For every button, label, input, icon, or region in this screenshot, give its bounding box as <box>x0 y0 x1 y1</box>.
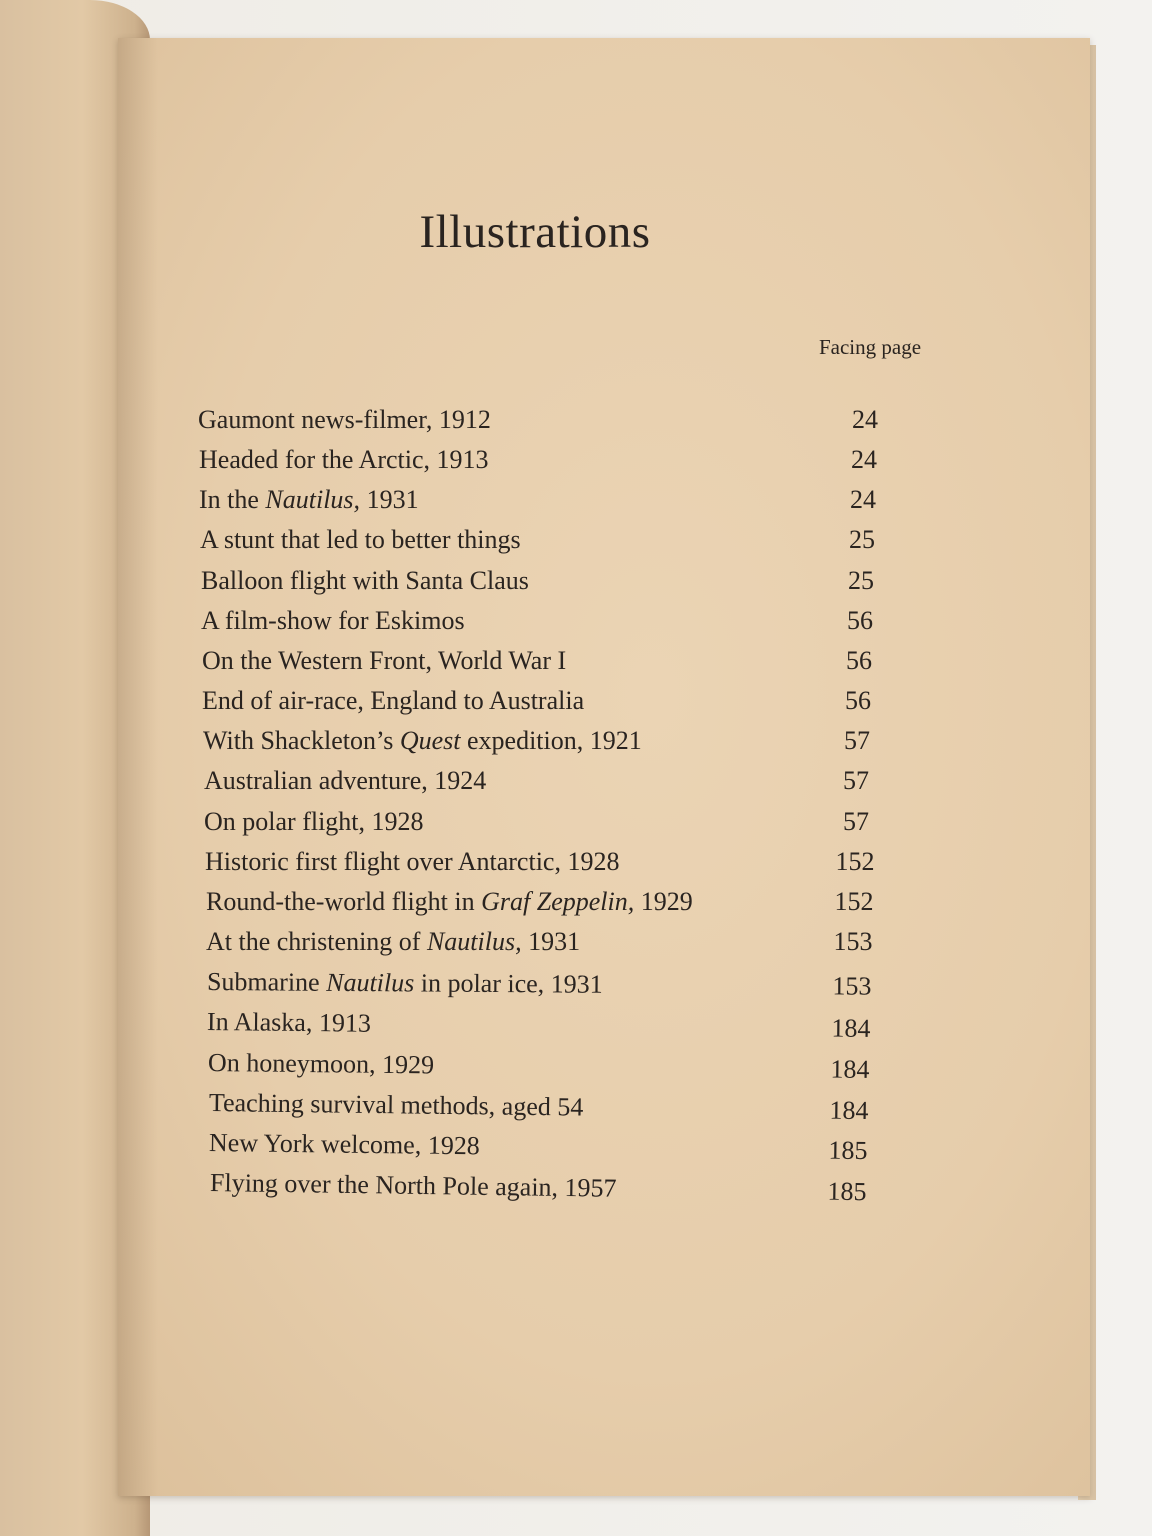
caption-italic-title: Nautilus <box>326 967 415 998</box>
illustration-entry <box>199 443 899 477</box>
caption-text: A stunt that led to better things <box>200 525 521 554</box>
facing-page-number: 184 <box>830 1054 870 1084</box>
facing-page-number: 153 <box>833 927 873 956</box>
illustration-caption <box>207 965 603 1002</box>
caption-text: A film-show for Eskimos <box>201 606 465 635</box>
facing-page-number: 185 <box>827 1176 867 1207</box>
illustration-caption <box>198 403 491 437</box>
illustration-caption <box>210 1166 617 1206</box>
facing-page-number: 152 <box>834 887 874 916</box>
caption-text: With Shackleton’s <box>203 726 400 755</box>
illustration-entry <box>202 684 902 718</box>
caption-text: End of air-race, England to Australia <box>202 686 585 715</box>
caption-text: On the Western Front, World War I <box>202 646 567 675</box>
caption-italic-title: Nautilus, <box>426 927 522 956</box>
illustration-caption <box>200 523 521 557</box>
facing-page-number: 56 <box>845 686 871 715</box>
illustration-caption <box>202 684 584 718</box>
caption-text: At the christening of <box>206 927 427 956</box>
illustration-caption <box>203 724 642 758</box>
facing-page-number: 185 <box>828 1135 868 1166</box>
illustration-caption <box>199 443 489 477</box>
caption-text: Gaumont news-filmer, 1912 <box>198 405 491 434</box>
illustration-entry <box>207 965 907 1004</box>
caption-text: Historic first flight over Antarctic, 1928 <box>205 847 620 876</box>
facing-page-number: 153 <box>832 971 872 1001</box>
illustration-caption <box>206 925 580 959</box>
facing-page-number: 57 <box>843 807 869 836</box>
caption-text: 1931 <box>360 485 419 514</box>
caption-text: 1929 <box>634 887 693 916</box>
illustration-entry <box>201 564 901 598</box>
facing-page-number: 184 <box>831 1013 871 1043</box>
caption-text: Flying over the North Pole again, 1957 <box>209 1168 617 1203</box>
illustration-caption <box>202 644 566 678</box>
caption-text: Round-the-world flight in <box>206 887 482 916</box>
illustration-caption <box>209 1086 584 1125</box>
page-title: Illustrations <box>419 206 651 258</box>
illustration-entry <box>202 644 902 678</box>
facing-page-number: 24 <box>852 405 878 434</box>
caption-text: Balloon flight with Santa Claus <box>201 566 529 595</box>
illustration-entry <box>205 845 905 879</box>
illustration-caption <box>206 885 693 919</box>
illustration-caption <box>209 1126 480 1163</box>
facing-page-number: 56 <box>846 646 872 675</box>
facing-page-number: 24 <box>850 485 876 514</box>
facing-page-number: 25 <box>849 525 875 554</box>
caption-text: On honeymoon, 1929 <box>207 1048 435 1080</box>
illustration-entry <box>200 523 900 557</box>
facing-page-number: 24 <box>851 445 877 474</box>
facing-page-number: 184 <box>829 1095 869 1126</box>
caption-text: Australian adventure, 1924 <box>204 766 487 795</box>
illustration-entry <box>198 403 898 437</box>
facing-page-number: 152 <box>835 847 875 876</box>
illustration-caption <box>199 483 419 517</box>
illustration-caption <box>204 805 424 839</box>
facing-page-number: 57 <box>843 766 869 795</box>
illustration-entry <box>203 724 903 758</box>
illustration-caption <box>201 564 529 598</box>
caption-text: Headed for the Arctic, 1913 <box>199 445 489 474</box>
illustration-caption <box>208 1046 434 1082</box>
caption-italic-title: Nautilus, <box>265 485 361 514</box>
illustration-entry <box>208 1046 908 1087</box>
illustration-entry <box>209 1126 909 1169</box>
illustration-entry <box>199 483 899 517</box>
illustration-entry <box>206 925 906 959</box>
caption-italic-title: Quest <box>399 726 461 755</box>
illustration-caption <box>205 845 619 879</box>
caption-text: On polar flight, 1928 <box>204 807 424 836</box>
illustration-entry <box>204 805 904 839</box>
caption-italic-title: Graf Zeppelin, <box>481 887 635 916</box>
illustration-caption <box>207 1005 371 1041</box>
facing-page-number: 25 <box>848 566 874 595</box>
caption-text: in polar ice, 1931 <box>414 968 603 999</box>
caption-text: In Alaska, 1913 <box>206 1007 372 1038</box>
illustration-entry <box>206 885 906 919</box>
illustration-caption <box>201 604 465 638</box>
facing-page-number: 56 <box>847 606 873 635</box>
facing-page-column-header: Facing page <box>818 335 922 359</box>
illustration-entry <box>201 604 901 638</box>
facing-page-number: 57 <box>844 726 870 755</box>
caption-text: 1931 <box>521 927 581 956</box>
caption-text: Teaching survival methods, aged 54 <box>208 1088 584 1122</box>
illustration-entry <box>210 1166 910 1210</box>
illustration-entry <box>204 764 904 798</box>
caption-text: New York welcome, 1928 <box>208 1128 480 1161</box>
caption-text: expedition, 1921 <box>460 726 642 755</box>
illustration-caption <box>204 764 486 798</box>
caption-text: In the <box>199 485 266 514</box>
illustration-entry <box>209 1086 909 1129</box>
illustration-entry <box>207 1005 907 1046</box>
caption-text: Submarine <box>206 967 327 997</box>
